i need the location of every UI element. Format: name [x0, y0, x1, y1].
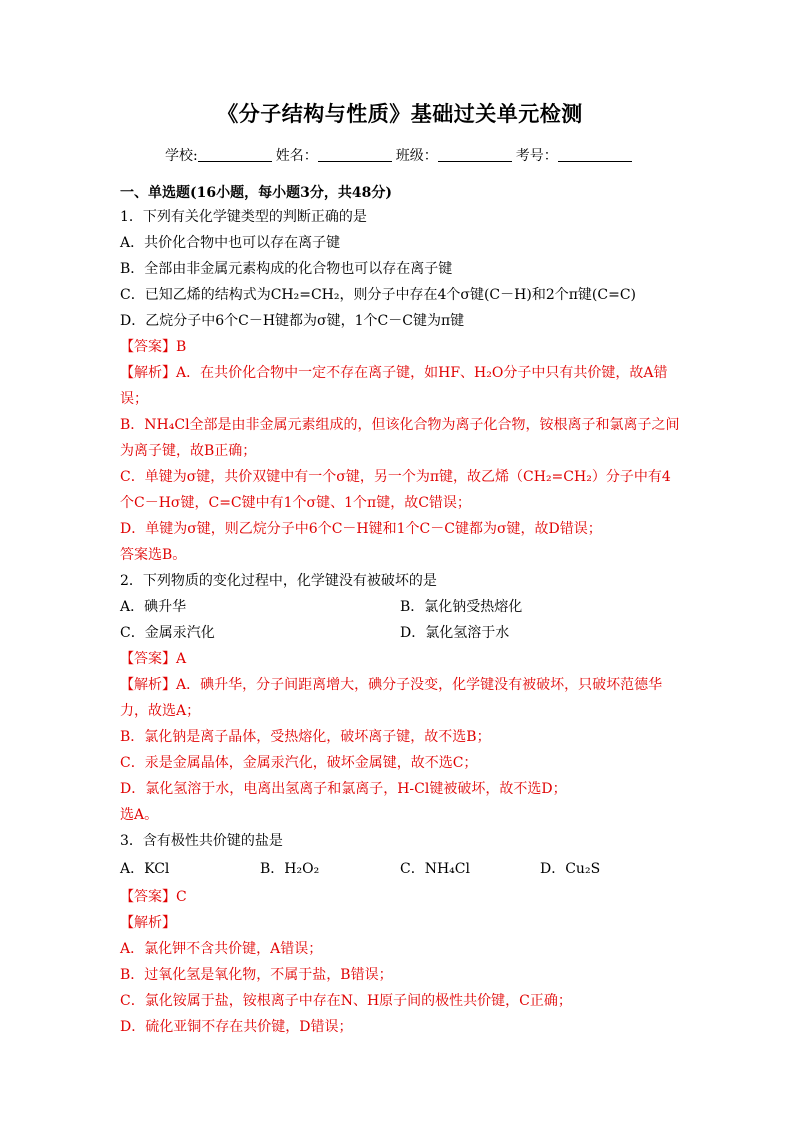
analysis-line: C．汞是金属晶体，金属汞汽化，破坏金属键，故不选C； [120, 755, 478, 771]
analysis-line: 为离子键，故B正确； [120, 443, 257, 459]
exam-no-label: 考号： [515, 148, 558, 164]
question-1 [120, 204, 680, 568]
options-row [120, 594, 680, 620]
school-label: 学校: [165, 148, 198, 164]
option-b: B．全部由非金属元素构成的化合物也可以存在离子键 [120, 261, 453, 277]
analysis-line: B．NH₄Cl全部是由非金属元素组成的，但该化合物为离子化合物，铵根离子和氯离子之间 [120, 417, 680, 433]
answer-line: 【答案】B [120, 339, 187, 355]
answer-line: 【答案】C [120, 889, 187, 905]
analysis-line: 【解析】A．碘升华，分子间距离增大，碘分子没变，化学键没有被破坏，只破坏范德华 [120, 677, 663, 693]
question-stem: 2．下列物质的变化过程中，化学键没有被破坏的是 [120, 573, 437, 589]
class-label: 班级： [395, 148, 438, 164]
analysis-line: 答案选B。 [120, 547, 187, 563]
question-content [120, 182, 680, 1040]
exam-no-blank [558, 147, 632, 162]
name-label: 姓名： [275, 148, 318, 164]
analysis-line: D．单键为σ键，则乙烷分子中6个C－H键和1个C－C键都为σ键，故D错误； [120, 521, 602, 537]
analysis-line: 个C－Hσ键，C=C键中有1个σ键、1个π键，故C错误； [120, 495, 471, 511]
option-a: A．共价化合物中也可以存在离子键 [120, 235, 341, 251]
option-d: D．乙烷分子中6个C－H键都为σ键，1个C－C键为π键 [120, 313, 465, 329]
analysis-line: B．氯化钠是离子晶体，受热熔化，破坏离子键，故不选B； [120, 729, 491, 745]
school-blank [198, 147, 272, 162]
analysis-line: B．过氧化氢是氧化物，不属于盐，B错误； [120, 967, 393, 983]
question-3 [120, 828, 680, 1040]
analysis-line: 力，故选A； [120, 703, 201, 719]
analysis-line: C．单键为σ键，共价双键中有一个σ键，另一个为π键，故乙烯（CH₂=CH₂）分子中有4 [120, 469, 671, 485]
analysis-line: A．氯化钾不含共价键，A错误； [120, 941, 323, 957]
options-row [120, 854, 680, 884]
analysis-line: 选A。 [120, 807, 159, 823]
option-a: A．KCl [120, 861, 170, 877]
option-a: A．碘升华 [120, 599, 187, 615]
page-title: 《分子结构与性质》基础过关单元检测 [217, 101, 583, 126]
option-c: C．NH₄Cl [400, 861, 470, 877]
name-blank [318, 147, 392, 162]
question-2 [120, 568, 680, 828]
analysis-line: D．氯化氢溶于水，电离出氢离子和氯离子，H-Cl键被破坏，故不选D； [120, 781, 567, 797]
class-blank [438, 147, 512, 162]
analysis-line: 误； [120, 391, 148, 407]
student-info-line [165, 145, 636, 165]
question-stem: 3．含有极性共价键的盐是 [120, 833, 283, 849]
analysis-line: D．硫化亚铜不存在共价键，D错误； [120, 1019, 353, 1035]
option-b: B．氯化钠受热熔化 [400, 599, 523, 615]
question-stem: 1．下列有关化学键类型的判断正确的是 [120, 209, 367, 225]
answer-line: 【答案】A [120, 651, 187, 667]
analysis-line: 【解析】A．在共价化合物中一定不存在离子键，如HF、H₂O分子中只有共价键，故A错 [120, 365, 668, 381]
option-c: C．金属汞汽化 [120, 625, 215, 641]
option-d: D．Cu₂S [540, 861, 601, 877]
option-c: C．已知乙烯的结构式为CH₂=CH₂，则分子中存在4个σ键(C－H)和2个π键(C=C) [120, 287, 637, 303]
option-b: B．H₂O₂ [260, 861, 320, 877]
options-row [120, 620, 680, 646]
option-d: D．氯化氢溶于水 [400, 625, 510, 641]
section-heading: 一、单选题(16小题，每小题3分，共48分) [120, 185, 392, 201]
analysis-line: 【解析】 [120, 915, 176, 931]
analysis-line: C．氯化铵属于盐，铵根离子中存在N、H原子间的极性共价键，C正确； [120, 993, 572, 1009]
